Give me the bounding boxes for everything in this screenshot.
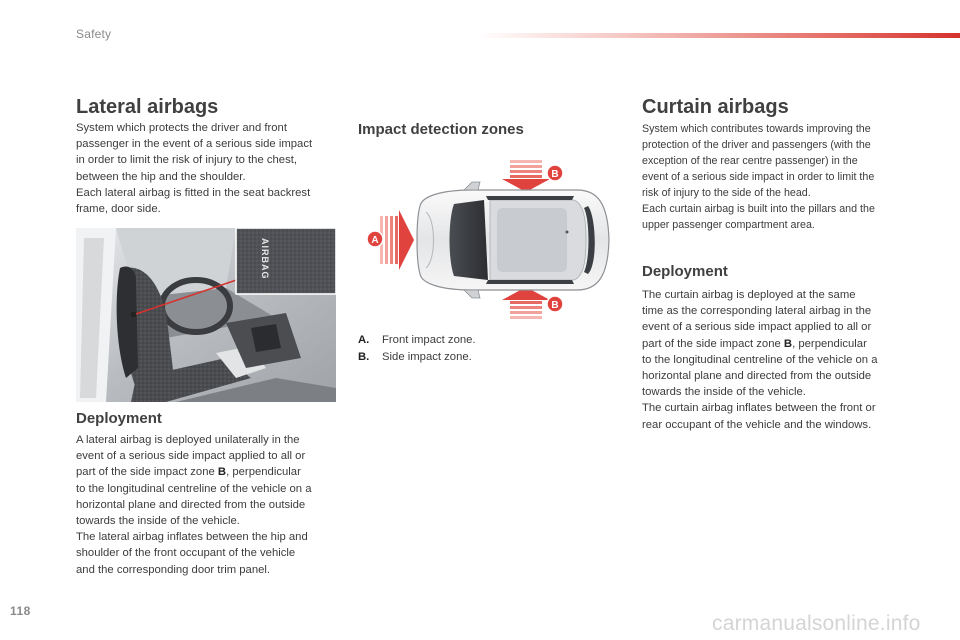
svg-text:B: B	[551, 300, 559, 311]
lateral-intro-line: frame, door side.	[76, 203, 161, 216]
curtain-intro-line: event of a serious side impact in order to limit the	[642, 171, 875, 183]
curtain-intro-line: protection of the driver and passengers (with the	[642, 139, 871, 151]
marker-b-bottom	[547, 296, 563, 312]
impact-zones-title: Impact detection zones	[358, 121, 524, 138]
curtain-deploy-line: to the longitudinal centreline of the vehicle on a	[642, 353, 878, 366]
marker-b-top	[547, 165, 563, 181]
impact-zones-diagram	[362, 160, 620, 320]
curtain-deploy-line: The curtain airbag is deployed at the same	[642, 289, 856, 301]
legend-item	[358, 349, 476, 366]
lateral-deploy-line: The lateral airbag inflates between the hip and	[76, 531, 308, 544]
curtain-intro-line: upper passenger compartment area.	[642, 219, 815, 231]
lateral-airbags-intro	[76, 120, 338, 217]
curtain-deploy-line: towards the inside of the vehicle.	[642, 386, 806, 399]
section-label: Safety	[76, 27, 112, 41]
watermark: carmanualsonline.info	[712, 612, 921, 635]
legend-key: A.	[358, 334, 370, 346]
impact-zones-legend	[358, 332, 476, 365]
car-top-view	[417, 182, 609, 298]
page-number: 118	[10, 604, 31, 618]
curtain-deployment-text	[642, 287, 917, 433]
lateral-intro-line: between the hip and the shoulder.	[76, 170, 246, 183]
lateral-deploy-line: shoulder of the front occupant of the vehicle	[76, 547, 296, 560]
lateral-deploy-line: horizontal plane and directed from the outside	[76, 498, 306, 511]
front-impact-arrow	[380, 210, 414, 270]
lateral-deploy-line: and the corresponding door trim panel.	[76, 563, 271, 576]
zone-letter: B	[783, 337, 793, 350]
legend-text: Front impact zone.	[382, 334, 476, 346]
lateral-deployment-title: Deployment	[76, 410, 162, 427]
lateral-deploy-line: to the longitudinal centreline of the vehicle on a	[76, 482, 312, 495]
curtain-deploy-line: rear occupant of the vehicle and the windows.	[642, 418, 872, 431]
side-impact-arrow-top	[502, 160, 550, 192]
lateral-deployment-text	[76, 432, 341, 578]
curtain-intro-line: exception of the rear centre passenger) in the	[642, 155, 858, 167]
lateral-deploy-line: A lateral airbag is deployed unilaterally in the	[76, 434, 300, 446]
svg-text:B: B	[551, 169, 559, 180]
lateral-deploy-line: part of the side impact zone B, perpendicular	[76, 466, 301, 479]
curtain-deploy-line: time as the corresponding lateral airbag in the	[642, 305, 872, 318]
airbag-tag-label: AIRBAG	[260, 238, 270, 280]
curtain-intro-line: Each curtain airbag is built into the pillars and the	[642, 203, 875, 215]
legend-text: Side impact zone.	[382, 350, 472, 363]
curtain-airbags-title: Curtain airbags	[642, 96, 789, 118]
curtain-deploy-line: part of the side impact zone B, perpendicular	[642, 337, 867, 350]
header-accent-bar	[478, 33, 960, 38]
lateral-intro-line: System which protects the driver and front	[76, 122, 287, 134]
lateral-intro-line: in order to limit the risk of injury to the chest,	[76, 154, 298, 167]
lateral-airbags-title: Lateral airbags	[76, 96, 219, 118]
zone-letter: B	[217, 466, 227, 479]
lateral-intro-line: Each lateral airbag is fitted in the seat backrest	[76, 186, 311, 199]
curtain-airbags-intro	[642, 121, 912, 233]
legend-item	[358, 332, 476, 349]
lateral-airbag-seat-photo	[76, 228, 336, 402]
svg-text:A: A	[371, 235, 379, 246]
marker-a	[367, 231, 383, 247]
curtain-deploy-line: horizontal plane and directed from the outside	[642, 370, 872, 383]
curtain-deploy-line: event of a serious side impact applied to all or	[642, 321, 872, 334]
legend-key: B.	[358, 350, 370, 363]
lateral-intro-line: passenger in the event of a serious side impact	[76, 138, 313, 151]
lateral-deploy-line: towards the inside of the vehicle.	[76, 515, 240, 528]
side-impact-arrow-bottom	[502, 287, 550, 319]
curtain-intro-line: risk of injury to the side of the head.	[642, 187, 811, 199]
curtain-intro-line: System which contributes towards improving the	[642, 123, 871, 135]
curtain-deployment-title: Deployment	[642, 263, 728, 280]
lateral-deploy-line: event of a serious side impact applied to all or	[76, 450, 306, 463]
curtain-deploy-line: The curtain airbag inflates between the front or	[642, 402, 876, 415]
